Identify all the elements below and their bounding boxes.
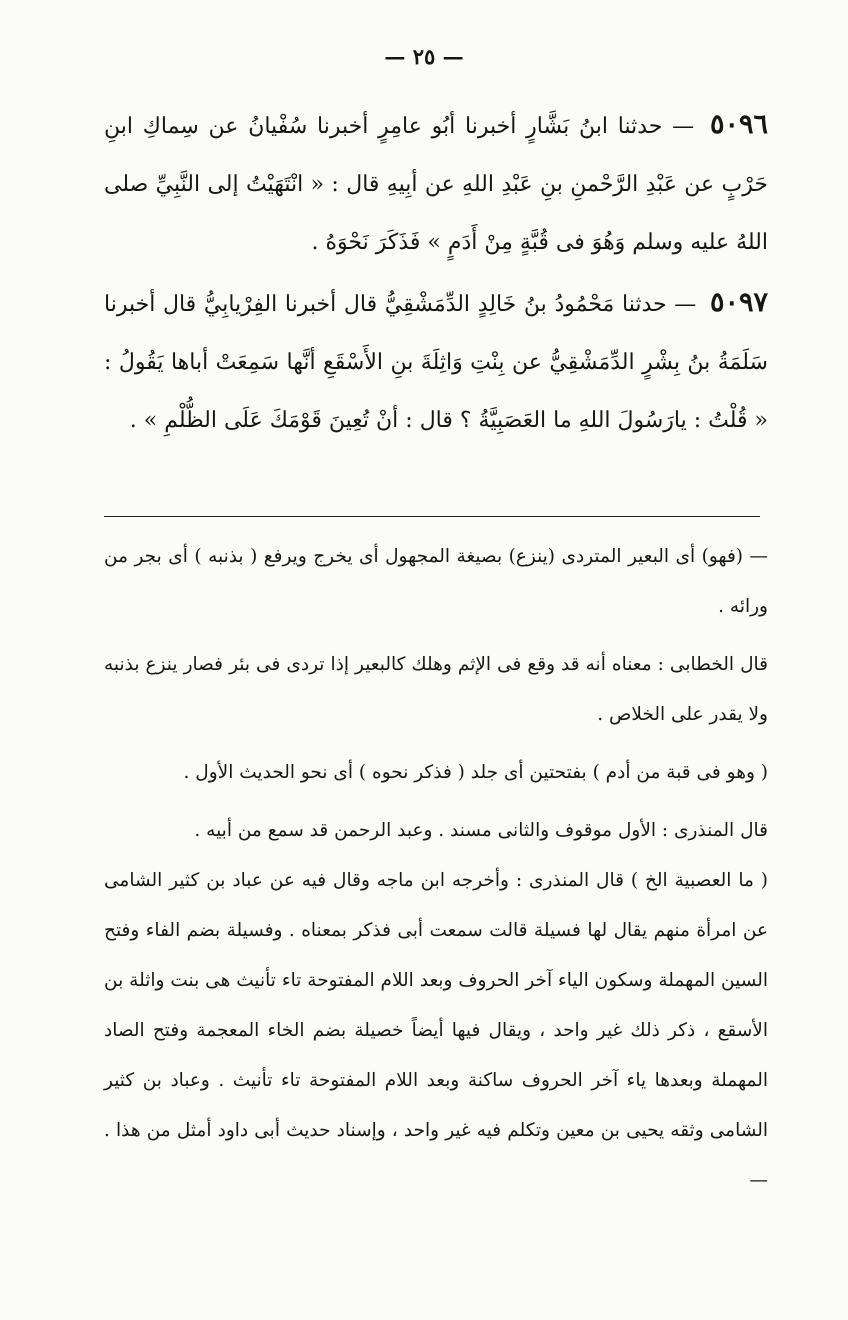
commentary-paragraph: ( ما العصبية الخ ) قال المنذرى : وأخرجه ابن ماجه وقال فيه عن عباد بن كثير الشامى عن امرأة منهم يقال لها فسيلة قالت سمعت أبى فذكر بمعناه . وفسيلة بضم الفاء وفتح السين المهملة وسكون الياء آخر الحروف وبعد اللام المفتوحة تاء تأنيث هى بنت واثلة بن الأسقع ، ذكر ذلك غير واحد ، ويقال فيها أيضاً خصيلة بضم الخاء المعجمة وفتح الصاد المهملة وبعدها ياء آخر الحروف ساكنة وبعد اللام المفتوحة تاء تأنيث . وعباد بن كثير الشامى وثقه يحيى بن معين وتكلم فيه غير واحد ، وإسناد حديث أبى داود أمثل من هذا . — bbox=[104, 870, 768, 1191]
section-divider bbox=[104, 516, 760, 517]
commentary-paragraph: قال المنذرى : الأول موقوف والثانى مسند . وعبد الرحمن قد سمع من أبيه . bbox=[194, 820, 768, 841]
hadith-body: — حدثنا مَحْمُودُ بنُ خَالِدٍ الدِّمَشْقِيُّ قال أخبرنا الفِرْيابِيُّ قال أخبرنا سَلَمَةُ بنُ بِشْرٍ الدِّمَشْقِيُّ عن بِنْتِ وَاثِلَةَ بنِ الأَسْقَعِ أنَّها سَمِعَتْ أباها يَقُولُ : « قُلْتُ : يارَسُولَ اللهِ ما العَصَبِيَّةُ ؟ قال : أنْ تُعِينَ قَوْمَكَ عَلَى الظُّلْمِ » . bbox=[104, 292, 768, 433]
hadith-5097 bbox=[104, 274, 768, 450]
commentary-paragraph: قال الخطابى : معناه أنه قد وقع فى الإثم وهلك كالبعير إذا تردى فى بئر فصار ينزع بذنبه ولا يقدر على الخلاص . bbox=[104, 654, 768, 725]
hadith-5096 bbox=[104, 96, 768, 272]
hadith-number: ٥٠٩٦ bbox=[709, 109, 768, 140]
commentary-paragraph: ( وهو فى قبة من أدم ) بفتحتين أى جلد ( فذكر نحوه ) أى نحو الحديث الأول . bbox=[183, 762, 768, 783]
hadith-body: — حدثنا ابنُ بَشَّارٍ أخبرنا أبُو عامِرٍ أخبرنا سُفْيانُ عن سِماكِ ابنِ حَرْبٍ عن عَبْدِ الرَّحْمنِ بنِ عَبْدِ اللهِ عن أبِيهِ قال : « انْتَهَيْتُ إلى النَّبِيِّ صلى اللهُ عليه وسلم وَهُوَ فى قُبَّةٍ مِنْ أَدَمٍ » فَذَكَرَ نَحْوَهُ . bbox=[104, 114, 768, 255]
hadith-number: ٥٠٩٧ bbox=[710, 287, 769, 318]
hadith-text-section bbox=[104, 96, 768, 450]
commentary-section bbox=[104, 532, 768, 1206]
page-number: — ٢٥ — bbox=[384, 44, 464, 69]
commentary-paragraph: — (فهو) أى البعير المتردى (ينزع) بصيغة المجهول أى يخرج ويرفع ( بذنبه ) أى بجر من ورائه . bbox=[104, 546, 768, 617]
